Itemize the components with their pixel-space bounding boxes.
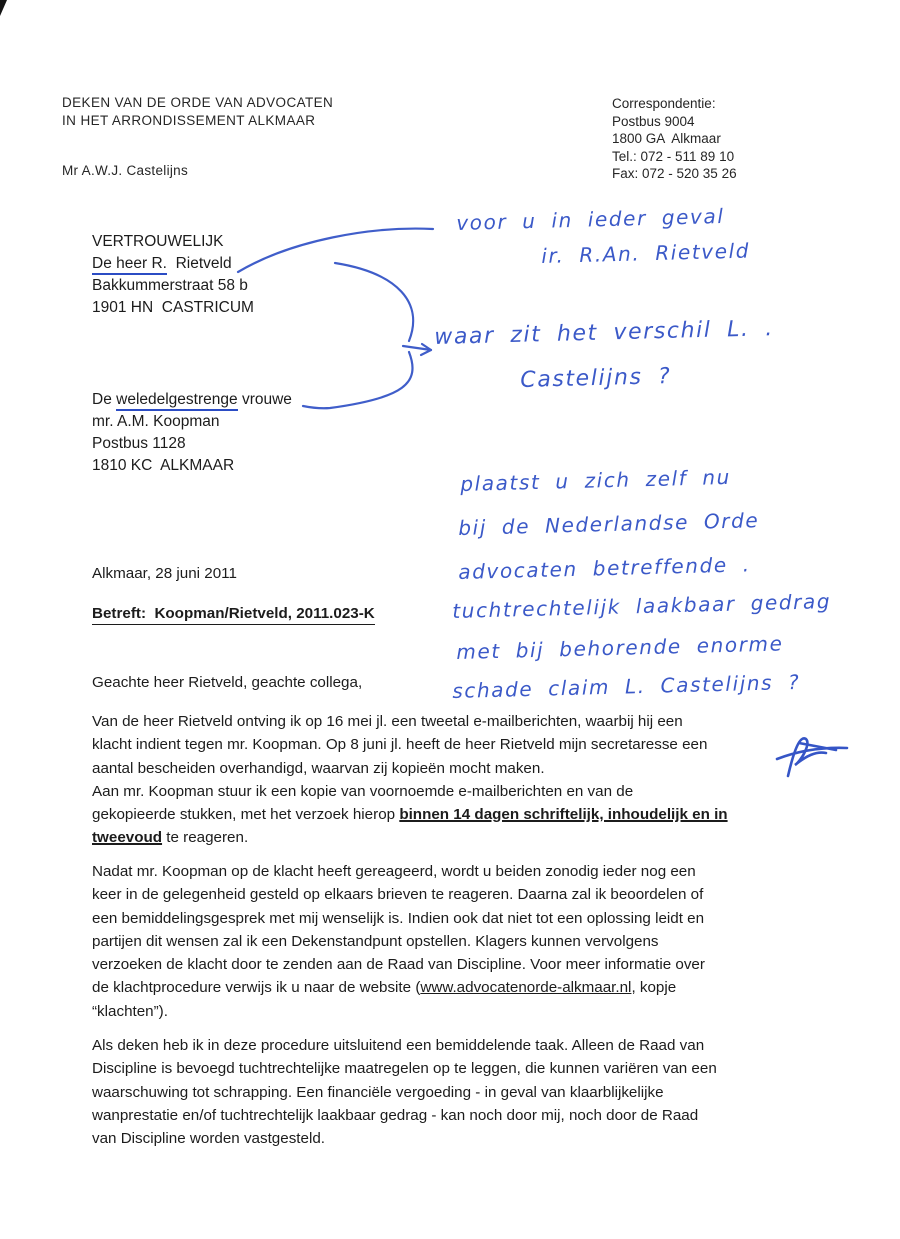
- p3-line4: wanprestatie en/of tuchtrechtelijk laakbaar gedrag - kan noch door mij, noch door de Raad: [92, 1106, 699, 1124]
- recipient-primary-name-rest: Rietveld: [166, 255, 232, 272]
- blue-underlined-word: weledelgestrenge: [116, 391, 238, 411]
- p2-line4: partijen dit wensen zal ik een Dekenstandpunt opstellen. Klagers kunnen vervolgens: [92, 932, 659, 950]
- subject-line: [92, 605, 375, 622]
- recipient-secondary-street: Postbus 1128: [92, 435, 186, 452]
- p1-line2: klacht indient tegen mr. Koopman. Op 8 juni jl. heeft de heer Rietveld mijn secretaresse een: [92, 736, 708, 754]
- paragraph-1: [92, 710, 728, 850]
- handwritten-top-note-line2: ir. R.An. Rietveld: [541, 238, 751, 268]
- p2-line6-pre: de klachtprocedure verwijs ik u naar de website (: [92, 979, 421, 997]
- paragraph-3: [92, 1034, 717, 1150]
- blue-underlined-name: De heer R.: [92, 255, 167, 275]
- sender-org-line2: IN HET ARRONDISSEMENT ALKMAAR: [62, 113, 316, 128]
- brace-upper-curve: [335, 263, 413, 341]
- subject-text: Betreft: Koopman/Rietveld, 2011.023-K: [92, 605, 375, 625]
- p1-line6: [92, 826, 728, 849]
- handwritten-margin-note-line3: advocaten betreffende .: [458, 552, 751, 584]
- recipient-secondary-salutation: [92, 389, 292, 411]
- p2-line6-post: , kopje: [631, 979, 677, 997]
- p2-line2: keer in de gelegenheid gesteld op elkaars brieven te reageren. Daarna zal ik beoordelen of: [92, 886, 704, 904]
- paragraph-2: [92, 860, 705, 1023]
- recipient-secondary-city: 1810 KC ALKMAAR: [92, 457, 235, 474]
- p1-line4: Aan mr. Koopman stuur ik een kopie van voornoemde e-mailberichten en van de: [92, 782, 634, 800]
- correspondence-block: [612, 95, 737, 183]
- correspondence-postbus: Postbus 9004: [612, 113, 695, 129]
- handwritten-margin-note-line4: tuchtrechtelijk laakbaar gedrag: [452, 589, 832, 623]
- p1-line5-plain: gekopieerde stukken, met het verzoek hierop: [92, 806, 400, 824]
- recipient-primary-city: 1901 HN CASTRICUM: [92, 299, 254, 316]
- handwritten-margin-note-line6: schade claim L. Castelijns ?: [452, 669, 801, 703]
- confidential-label: VERTROUWELIJK: [92, 233, 224, 250]
- website-url-text: www.advocatenorde-alkmaar.nl: [420, 979, 632, 997]
- p3-line2: Discipline is bevoegd tuchtrechtelijke maatregelen op te leggen, die kunnen variëren van een: [92, 1060, 717, 1078]
- p3-line3: waarschuwing tot schrapping. Een financiële vergoeding - in geval van klaarblijkelijke: [92, 1083, 664, 1101]
- curved-connector-line: [238, 229, 433, 272]
- recipient-secondary-name: mr. A.M. Koopman: [92, 413, 220, 430]
- handwritten-margin-note-line2: bij de Nederlandse Orde: [458, 508, 760, 540]
- p3-line5: van Discipline worden vastgesteld.: [92, 1130, 325, 1148]
- dean-name: Mr A.W.J. Castelijns: [62, 163, 189, 178]
- brace-arrow-line: [403, 346, 431, 350]
- handwritten-margin-note-line1: plaatst u zich zelf nu: [460, 464, 732, 496]
- dateline: Alkmaar, 28 juni 2011: [92, 565, 237, 582]
- handwritten-question-line1: waar zit het verschil L. .: [434, 316, 775, 350]
- salutation-prefix: De: [92, 391, 117, 408]
- scan-corner-artifact: [0, 0, 7, 16]
- p1-bold-underlined-phrase: binnen 14 dagen schriftelijk, inhoudelijk en in: [399, 806, 728, 824]
- p2-line1: Nadat mr. Koopman op de klacht heeft gereageerd, wordt u beiden zonodig ieder nog een: [92, 863, 696, 880]
- recipient-primary-block: [92, 231, 254, 319]
- p1-line3: aantal bescheiden overhandigd, waarvan zij kopieën mocht maken.: [92, 759, 545, 777]
- p3-line1: Als deken heb ik in deze procedure uitsluitend een bemiddelende taak. Alleen de Raad van: [92, 1037, 705, 1054]
- p1-bold-underlined-word: tweevoud: [92, 829, 163, 847]
- p2-line6: [92, 976, 705, 999]
- brace-arrow-head-icon: [421, 344, 431, 355]
- p1-line6-plain: te reageren.: [162, 829, 249, 847]
- recipient-primary-name: [92, 253, 254, 275]
- handwritten-question-line2: Castelijns ?: [520, 364, 672, 393]
- correspondence-postcode: 1800 GA Alkmaar: [612, 131, 721, 147]
- sender-block: [62, 94, 333, 130]
- brace-lower-curve: [303, 352, 413, 408]
- recipient-primary-street: Bakkummerstraat 58 b: [92, 277, 248, 294]
- p2-line7: “klachten”).: [92, 1002, 168, 1020]
- correspondence-label: Correspondentie:: [612, 96, 716, 111]
- handwritten-top-note-line1: voor u in ieder geval: [456, 203, 725, 235]
- p2-line3: een bemiddelingsgesprek met mij wenselijk is. Indien ook dat niet tot een oplossing leidt en: [92, 909, 705, 927]
- p1-line5: [92, 803, 728, 826]
- salutation-suffix: vrouwe: [237, 391, 292, 408]
- sender-org-line1: DEKEN VAN DE ORDE VAN ADVOCATEN: [62, 95, 334, 110]
- correspondence-fax: Fax: 072 - 520 35 26: [612, 166, 737, 182]
- handwritten-margin-note-line5: met bij behorende enorme: [456, 631, 784, 664]
- p2-line5: verzoeken de klacht door te zenden aan de Raad van Discipline. Voor meer informatie over: [92, 956, 705, 974]
- correspondence-tel: Tel.: 072 - 511 89 10: [612, 148, 735, 164]
- salutation-line: Geachte heer Rietveld, geachte collega,: [92, 674, 363, 691]
- p1-line1: Van de heer Rietveld ontving ik op 16 mei jl. een tweetal e-mailberichten, waarbij hij een: [92, 713, 683, 730]
- recipient-secondary-block: [92, 389, 292, 477]
- paraph-initials-icon: [777, 738, 847, 776]
